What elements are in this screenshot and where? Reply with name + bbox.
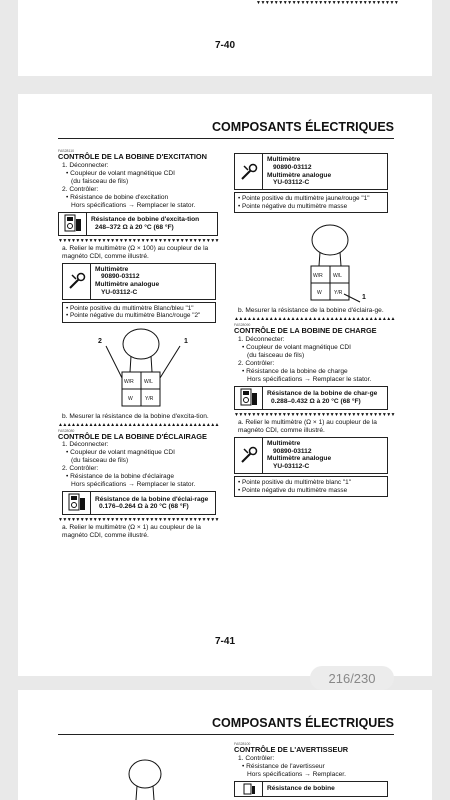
probe-positive: • Pointe positive du multimètre Blanc/bleu "1" (66, 304, 194, 312)
spec-value: 248–372 Ω à 20 °C (68 °F) (95, 223, 174, 231)
pin-label: W/L (333, 273, 342, 280)
spec-label: Résistance de la bobine d'éclai-rage (95, 495, 209, 503)
section-code: FAS28100 (234, 742, 251, 746)
step-item: • Résistance de bobine d'excitation (66, 193, 169, 201)
tool-name: Multimètre (267, 439, 301, 447)
section-code: FAS28080 (58, 428, 75, 433)
header-rule (58, 138, 394, 139)
tool-number: YU-03112-C (273, 463, 310, 471)
pin-label: Y/R (145, 395, 154, 402)
probe-note (234, 192, 388, 213)
wrench-icon (63, 264, 91, 299)
step: 1. Déconnecter: (62, 161, 109, 169)
section-title: CONTRÔLE DE LA BOBINE DE CHARGE (234, 326, 377, 336)
tool-number: 90890-03112 (273, 447, 312, 455)
spec-box (234, 386, 388, 410)
step-item: (du faisceau de fils) (71, 177, 129, 185)
step-item: • Coupleur de volant magnétique CDI (66, 449, 175, 457)
spec-box (62, 491, 216, 515)
pin-label: W/L (144, 378, 153, 385)
step: 1. Déconnecter: (238, 335, 285, 343)
multimeter-icon (235, 782, 263, 796)
probe-positive: • Pointe positive du multimètre jaune/rouge "1" (238, 195, 370, 203)
section-title: CONTRÔLE DE L'AVERTISSEUR (234, 745, 349, 754)
tool-box (62, 263, 216, 300)
right-column (234, 151, 396, 499)
page-counter: 216/230 (310, 666, 394, 690)
pin-label: Y/R (334, 290, 343, 297)
section-title: CONTRÔLE DE LA BOBINE D'ÉCLAIRAGE (58, 431, 207, 441)
step-item: • Coupleur de volant magnétique CDI (242, 343, 351, 351)
procedure-text: a. Relier le multimètre (Ω × 100) au coupleur de la magnéto CDI, comme illustré. (62, 244, 209, 260)
probe-negative: • Pointe négative du multimètre Blanc/rouge "2" (66, 312, 201, 320)
section-title: CONTRÔLE DE LA BOBINE D'EXCITATION (58, 152, 208, 161)
tool-name: Multimètre analogue (267, 171, 332, 179)
tool-box (234, 153, 388, 190)
procedure-text: b. Mesurer la résistance de la bobine d'excita-tion. (62, 412, 209, 420)
figure-label: 1 (362, 294, 366, 302)
tool-number: 90890-03112 (101, 273, 140, 281)
triangle-row: ▼▼▼▼▼▼▼▼▼▼▼▼▼▼▼▼▼▼▼▼▼▼▼▼▼▼▼▼▼▼▼▼▼▼▼▼▼ (58, 237, 219, 244)
pin-label: W/R (313, 273, 323, 280)
spec-label: Résistance de bobine d'excita-tion (91, 215, 200, 223)
tool-box (234, 437, 388, 474)
section-code: FAS28090 (234, 323, 251, 328)
step-item: Hors spécifications → Remplacer le stator. (71, 481, 196, 489)
step-item: • Résistance de la bobine d'éclairage (66, 473, 175, 481)
spec-label: Résistance de bobine (267, 784, 335, 792)
connector-figure (234, 216, 396, 304)
previous-page (18, 0, 432, 76)
page-number: 7-40 (215, 40, 236, 51)
connector-figure (58, 326, 220, 410)
tool-name: Multimètre (95, 265, 129, 273)
triangle-row: ▲▲▲▲▲▲▲▲▲▲▲▲▲▲▲▲▲▲▲▲▲▲▲▲▲▲▲▲▲▲▲▲▲▲▲▲▲ (58, 421, 219, 428)
page-header: COMPOSANTS ÉLECTRIQUES (212, 120, 394, 134)
triangle-row: ▼▼▼▼▼▼▼▼▼▼▼▼▼▼▼▼▼▼▼▼▼▼▼▼▼▼▼▼▼▼▼▼ (256, 0, 399, 6)
multimeter-icon (59, 213, 87, 235)
tool-name: Multimètre (267, 156, 301, 163)
procedure-text: b. Mesurer la résistance de la bobine d'éclaira-ge. (238, 307, 384, 315)
step-item: (du faisceau de fils) (247, 351, 305, 359)
pin-label: W (317, 290, 322, 297)
procedure-text: a. Relier le multimètre (Ω × 1) au coupleur de la magnéto CDI, comme illustré. (238, 418, 377, 434)
step: 1. Déconnecter: (62, 441, 109, 449)
spec-value: 0.288–0.432 Ω à 20 °C (68 °F) (271, 397, 361, 405)
pin-label: W (128, 395, 133, 402)
wrench-icon (235, 438, 263, 473)
step-item: • Résistance de la bobine de charge (242, 367, 348, 375)
triangle-row: ▲▲▲▲▲▲▲▲▲▲▲▲▲▲▲▲▲▲▲▲▲▲▲▲▲▲▲▲▲▲▲▲▲▲▲▲▲ (234, 316, 395, 323)
tool-name: Multimètre analogue (267, 455, 332, 463)
wrench-icon (235, 154, 263, 189)
spec-label: Résistance de la bobine de char-ge (267, 390, 378, 398)
probe-negative: • Pointe négative du multimètre masse (238, 202, 348, 210)
figure-label: 2 (98, 337, 102, 345)
step: 2. Contrôler: (62, 185, 99, 193)
triangle-row: ▼▼▼▼▼▼▼▼▼▼▼▼▼▼▼▼▼▼▼▼▼▼▼▼▼▼▼▼▼▼▼▼▼▼▼▼▼ (234, 411, 395, 418)
triangle-row: ▼▼▼▼▼▼▼▼▼▼▼▼▼▼▼▼▼▼▼▼▼▼▼▼▼▼▼▼▼▼▼▼▼▼▼▼▼ (58, 517, 219, 524)
spec-box (58, 212, 218, 236)
step: 2. Contrôler: (238, 359, 275, 367)
next-page (18, 690, 432, 800)
tool-number: 90890-03112 (273, 163, 312, 171)
procedure-text: a. Relier le multimètre (Ω × 1) au coupleur de la magnéto CDI, comme illustré. (62, 524, 201, 540)
step-item: • Résistance de l'avertisseur (242, 762, 325, 770)
step-item: Hors spécifications → Remplacer. (247, 770, 346, 778)
pin-label: W/R (124, 378, 134, 385)
tool-name: Multimètre analogue (95, 281, 160, 289)
step: 1. Contrôler: (238, 754, 275, 762)
page-number: 7-41 (215, 636, 236, 647)
page-header: COMPOSANTS ÉLECTRIQUES (212, 716, 394, 730)
right-column (234, 742, 396, 799)
spec-value: 0.176–0.264 Ω à 20 °C (68 °F) (99, 503, 189, 511)
left-column (58, 149, 220, 540)
multimeter-icon (235, 387, 263, 409)
figure-label: 1 (184, 337, 188, 345)
header-rule (58, 734, 394, 735)
step-item: • Coupleur de volant magnétique CDI (66, 169, 175, 177)
tool-number: YU-03112-C (101, 288, 138, 296)
probe-negative: • Pointe négative du multimètre masse (238, 486, 348, 494)
step-item: (du faisceau de fils) (71, 457, 129, 465)
horn-figure (113, 754, 173, 800)
spec-box (234, 781, 388, 797)
step: 2. Contrôler: (62, 465, 99, 473)
step-item: Hors spécifications → Remplacer le stator. (71, 201, 196, 209)
probe-positive: • Pointe positive du multimètre blanc "1" (238, 479, 351, 487)
manual-page (18, 94, 432, 676)
tool-number: YU-03112-C (273, 179, 310, 187)
multimeter-icon (63, 492, 91, 514)
probe-note (62, 302, 216, 323)
probe-note (234, 476, 388, 497)
step-item: Hors spécifications → Remplacer le stator. (247, 375, 372, 383)
section-code: FAS28110 (58, 149, 75, 153)
